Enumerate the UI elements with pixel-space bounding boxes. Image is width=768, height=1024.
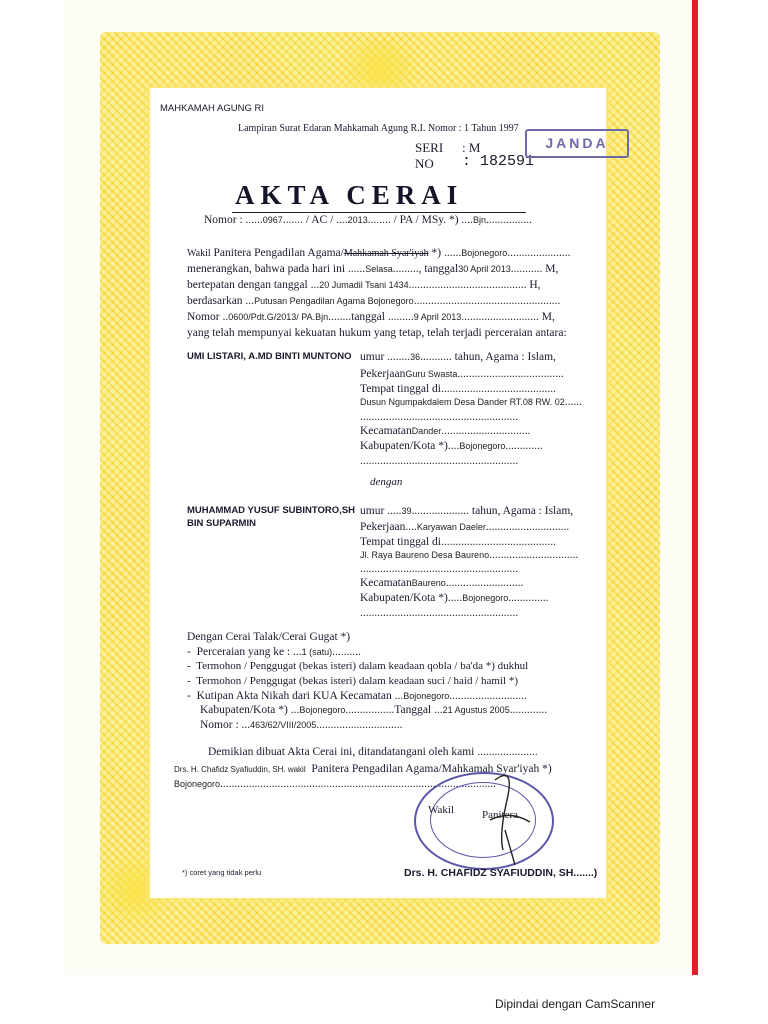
nomor-end: ................	[485, 214, 532, 226]
attachment-reference: Lampiran Surat Edaran Mahkamah Agung R.I. Nomor : 1 Tahun 1997	[238, 123, 519, 134]
intro-line-3	[187, 278, 541, 292]
party2-residence-label: Tempat tinggal di........................................	[360, 536, 556, 548]
intro-line-2	[187, 262, 558, 276]
red-cover-edge	[692, 0, 698, 975]
intro-text-3: bertepatan dengan tanggal ...	[187, 279, 320, 291]
marriage-regency-label: Kabupaten/Kota *) ...	[200, 704, 300, 716]
intro-mid-5: ........tanggal .........	[328, 311, 414, 323]
seal-role-panitera: Panitera	[482, 809, 519, 821]
marriage-no-label: Nomor : ...	[200, 719, 251, 731]
intro-line-4: berdasarkan ...Putusan Pengadilan Agama Bojonegoro...................................................	[187, 295, 561, 307]
scanner-watermark: Dipindai dengan CamScanner	[495, 997, 656, 1011]
footnote: *) coret yang tidak perlu	[182, 868, 262, 877]
item1-label: Perceraian yang ke : ...	[196, 646, 302, 658]
party2-district: Baureno	[411, 578, 446, 588]
detail-item-4: - Kutipan Akta Nikah dari KUA Kecamatan ...Bojonegoro...........................	[187, 690, 527, 702]
divorce-date: 30 April 2013	[458, 264, 511, 274]
connector-text: dengan	[370, 476, 403, 488]
number-label: NO	[415, 156, 434, 171]
dotted-line: .......................................................	[360, 411, 519, 423]
intro-text-1: Panitera Pengadilan Agama/	[210, 247, 344, 259]
seri-value: : M	[462, 140, 481, 155]
closing-statement: Demikian dibuat Akta Cerai ini, ditandatangani oleh kami .....................	[208, 746, 538, 758]
party2-age-line: umur .....39.................... tahun, Agama : Islam,	[360, 505, 574, 517]
intro-mid-2: ........., tanggal	[392, 263, 459, 275]
regency-label: Kabupaten/Kota *)	[360, 592, 448, 604]
party2-job: Karyawan Daeler	[416, 522, 486, 532]
nomor-value: 0967	[262, 215, 283, 225]
intro-text-2: menerangkan, bahwa pada hari ini ......	[187, 263, 366, 275]
district-label: Kecamatan	[360, 425, 412, 437]
nomor-mid: ....... / AC / ....	[282, 214, 348, 226]
decision-date: 9 April 2013	[413, 312, 462, 322]
intro-text-5: Nomor ..	[187, 311, 229, 323]
seal-role-wakil: Wakil	[428, 804, 454, 816]
intro-line-6: yang telah mempunyai kekuatan hukum yang tetap, telah terjadi perceraian antara:	[187, 327, 567, 339]
janda-stamp: JANDA	[525, 129, 629, 158]
age-unit: tahun, Agama : Islam,	[471, 505, 574, 517]
marriage-regency: Bojonegoro	[299, 705, 346, 715]
marriage-date-label: Tanggal ...	[394, 704, 443, 716]
job-label: Pekerjaan	[360, 521, 406, 533]
party1-job-line: PekerjaanGuru Swasta.....................................	[360, 368, 564, 380]
age-label: umur	[360, 351, 385, 363]
party1-address-line: Dusun Ngumpakdalem Desa Dander RT.08 RW. 02......	[360, 396, 583, 408]
item4-label: Kutipan Akta Nikah dari KUA Kecamatan ...	[196, 690, 404, 702]
kua-value: Bojonegoro	[403, 691, 450, 701]
signatory-name: Drs. H. CHAFIDZ SYAFIUDDIN, SH.......)	[404, 867, 598, 879]
closing-city: Bojonegoro	[174, 779, 221, 789]
party2-address-line: Jl. Raya Baureno Desa Baureno...............................	[360, 549, 579, 561]
marriage-number: 463/62/VIII/2005	[250, 720, 317, 730]
party2-name-line1: MUHAMMAD YUSUF SUBINTORO,SH	[187, 505, 356, 516]
residence-label: Tempat tinggal di	[360, 383, 441, 395]
divorce-count: 1 (satu)	[301, 647, 333, 657]
hijri-date: 20 Jumadil Tsani 1434	[319, 280, 409, 290]
divorce-type: Dengan Cerai Talak/Cerai Gugat *)	[187, 631, 351, 643]
party1-regency-line: Kabupaten/Kota *)....Bojonegoro.............	[360, 440, 543, 452]
party1-regency: Bojonegoro	[459, 441, 506, 451]
residence-label: Tempat tinggal di	[360, 536, 441, 548]
detail-item-2: - Termohon / Penggugat (bekas isteri) dalam keadaan qobla / ba'da *) dukhul	[187, 660, 529, 672]
nomor-year: 2013	[347, 215, 368, 225]
marriage-date: 21 Agustus 2005	[442, 705, 510, 715]
wakil-text: Wakil	[187, 248, 211, 259]
marriage-number-line: Nomor : ...463/62/VIII/2005..............................	[200, 719, 403, 731]
age-unit: tahun, Agama : Islam,	[454, 351, 556, 363]
district-label: Kecamatan	[360, 577, 412, 589]
nomor-mid2: ........ / PA / MSy. *) ....	[367, 214, 473, 226]
detail-item-3: - Termohon / Penggugat (bekas isteri) dalam keadaan suci / haid / hamil *)	[187, 675, 518, 687]
city-line: Bojonegoro................................................................................................	[174, 778, 497, 790]
party1-age-line: umur ........36........... tahun, Agama : Islam,	[360, 351, 556, 363]
item2-text: Termohon / Penggugat (bekas isteri) dalam keadaan qobla / ba'da *) dukhul	[196, 660, 529, 672]
dotted-line: .......................................................	[360, 563, 519, 575]
decision-number: 0600/Pdt.G/2013/ PA.Bjn	[228, 312, 329, 322]
official-name: Drs. H. Chafidz Syafiuddin, SH. wakil	[174, 765, 306, 774]
party1-name: UMI LISTARI, A.MD BINTI MUNTONO	[187, 351, 352, 362]
decree-number-line	[204, 213, 532, 227]
party1-residence-label: Tempat tinggal di........................................	[360, 383, 556, 395]
intro-line-5	[187, 310, 555, 324]
day-value: Selasa	[365, 264, 393, 274]
institution-name: MAHKAMAH AGUNG RI	[160, 103, 264, 114]
party2-age: 39	[401, 506, 412, 516]
basis-value: Putusan Pengadilan Agama Bojonegoro	[254, 296, 414, 306]
document-title: AKTA CERAI	[235, 180, 464, 210]
party2-regency: Bojonegoro	[462, 593, 509, 603]
seri-label: SERI	[415, 140, 444, 155]
detail-item-1: - Perceraian yang ke : ...1 (satu)..........	[187, 646, 361, 658]
party2-address: Jl. Raya Baureno Desa Baureno	[360, 550, 490, 560]
intro-end-3: ......................................... H,	[408, 279, 541, 291]
nomor-code: Bjn	[472, 215, 486, 225]
party1-address: Dusun Ngumpakdalem Desa Dander RT.08 RW. 02	[360, 397, 565, 407]
age-label: umur	[360, 505, 385, 517]
dotted-line: .......................................................	[360, 455, 519, 467]
official-rest: Panitera Pengadilan Agama/Mahkamah Syar'iyah *)	[311, 763, 552, 775]
party1-age: 36	[410, 352, 421, 362]
party2-job-line: Pekerjaan....Karyawan Daeler.............................	[360, 521, 570, 533]
intro-post-1: *) ......	[428, 247, 462, 259]
struck-mahkamah: Mahkamah Syar'iyah	[343, 248, 429, 259]
party2-district-line: KecamatanBaureno...........................	[360, 577, 524, 589]
signature-scribble	[485, 760, 535, 870]
job-label: Pekerjaan	[360, 368, 406, 380]
intro-end-5: ........................... M,	[461, 311, 555, 323]
dotted-line: .......................................................	[360, 607, 519, 619]
party1-district-line: KecamatanDander...............................	[360, 425, 531, 437]
marriage-regency-line: Kabupaten/Kota *) ...Bojonegoro.................Tanggal ...21 Agustus 2005.............	[200, 704, 548, 716]
party1-job: Guru Swasta	[405, 369, 458, 379]
certificate-number: : 182591	[462, 153, 535, 170]
intro-text-4: berdasarkan ...	[187, 295, 255, 307]
nomor-prefix: Nomor : ......	[204, 214, 263, 226]
item3-text: Termohon / Penggugat (bekas isteri) dalam keadaan suci / haid / hamil *)	[196, 675, 518, 687]
court-city: Bojonegoro	[461, 248, 508, 258]
regency-label: Kabupaten/Kota *)	[360, 440, 448, 452]
intro-line-1: Wakil Panitera Pengadilan Agama/Mahkamah Syar'iyah *) ......Bojonegoro......................	[187, 247, 571, 259]
signatory-text: Drs. H. CHAFIDZ SYAFIUDDIN, SH.	[404, 867, 577, 879]
party2-regency-line: Kabupaten/Kota *).....Bojonegoro..............	[360, 592, 549, 604]
intro-end-2: ........... M,	[510, 263, 559, 275]
party1-district: Dander	[411, 426, 442, 436]
party2-name-line2: BIN SUPARMIN	[187, 518, 256, 529]
